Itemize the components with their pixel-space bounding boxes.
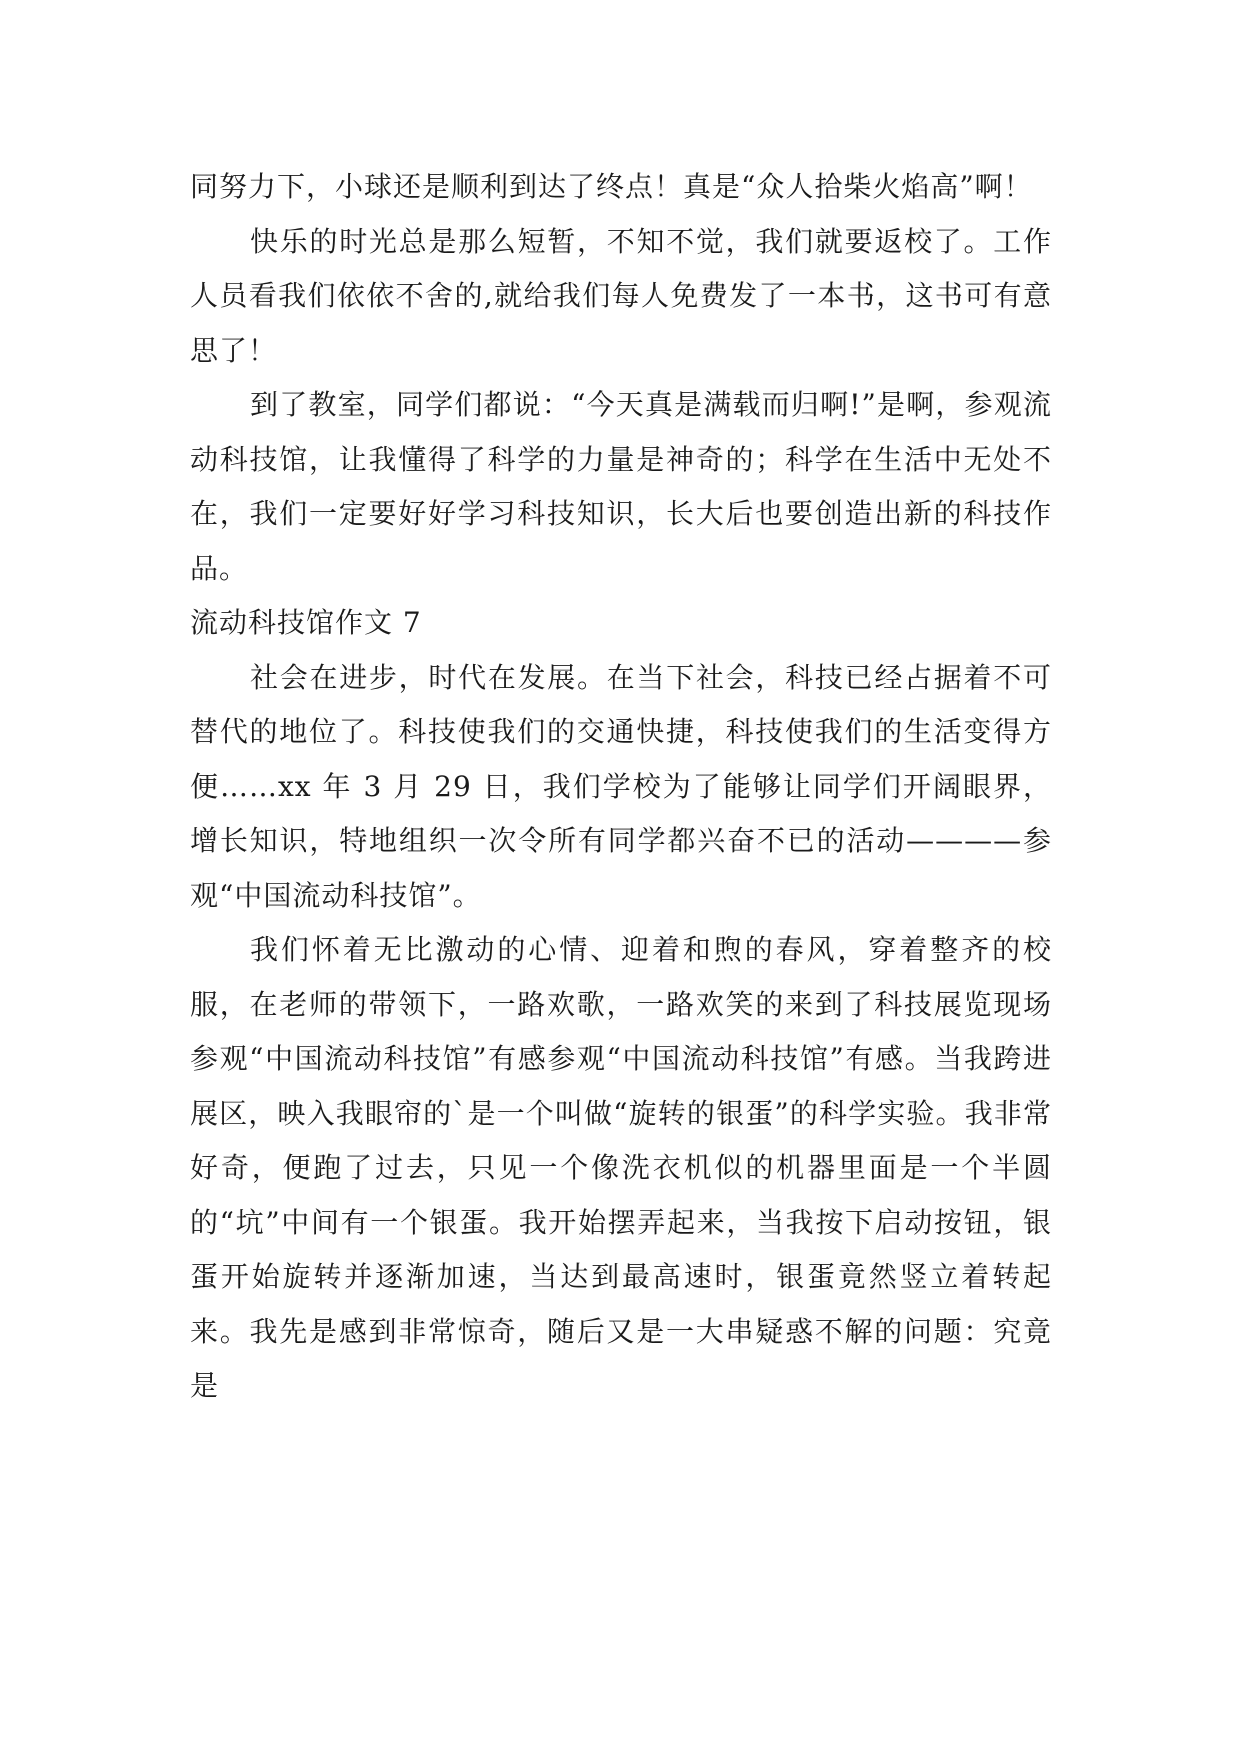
- paragraph-classroom: 到了教室，同学们都说：“今天真是满载而归啊!”是啊，参观流动科技馆，让我懂得了科学的力量是神奇的；科学在生活中无处不在，我们一定要好好学习科技知识，长大后也要创造出新的科技作品。: [190, 388, 1052, 585]
- document-body: [190, 160, 1052, 1414]
- paragraph-society-progress: 社会在进步，时代在发展。在当下社会，科技已经占据着不可替代的地位了。科技使我们的交通快捷，科技使我们的生活变得方便……xx 年 3 月 29 日，我们学校为了能够让同学们开阔眼界，增长知识，特地组织一次令所有同学都兴奋不已的活动————参观“中国流动科技馆”。: [190, 660, 1052, 912]
- paragraph-silver-egg: 我们怀着无比激动的心情、迎着和煦的春风，穿着整齐的校服，在老师的带领下，一路欢歌，一路欢笑的来到了科技展览现场参观“中国流动科技馆”有感参观“中国流动科技馆”有感。当我跨进展区，映入我眼帘的`是一个叫做“旋转的银蛋”的科学实验。我非常好奇，便跑了过去，只见一个像洗衣机似的机器里面是一个半圆的“坑”中间有一个银蛋。我开始摆弄起来，当我按下启动按钮，银蛋开始旋转并逐渐加速，当达到最高速时，银蛋竟然竖立着转起来。我先是感到非常惊奇，随后又是一大串疑惑不解的问题：究竟是: [190, 933, 1052, 1402]
- paragraph-return-to-school: 快乐的时光总是那么短暂，不知不觉，我们就要返校了。工作人员看我们依依不舍的,就给我们每人免费发了一本书，这书可有意思了！: [190, 224, 1052, 367]
- section-heading: 流动科技馆作文 7: [190, 606, 422, 639]
- paragraph-continuation: 同努力下，小球还是顺利到达了终点！真是“众人拾柴火焰高”啊！: [190, 170, 1033, 203]
